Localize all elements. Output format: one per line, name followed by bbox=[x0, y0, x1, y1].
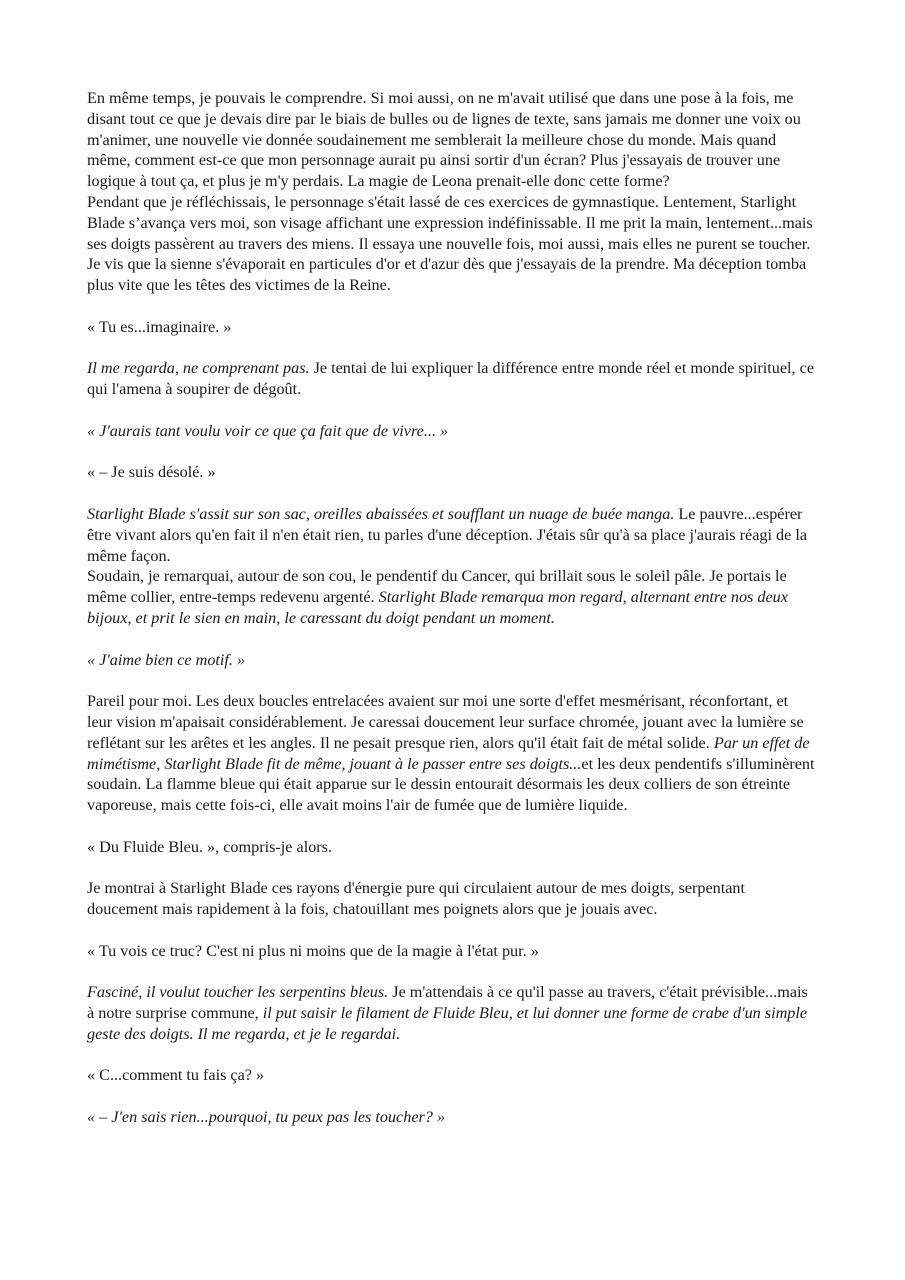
text-segment: Pareil pour moi. Les deux boucles entrelacées avaient sur moi une sorte d'effet mesmérisant, réconfortant, et leur vision m'apaisait considérablement. Je caressai doucement leur surface chromée, jouant avec la lumière se reflétant sur les arêtes et les angles. Il ne pesait presque rien, alors qu'il était fait de métal solide. bbox=[87, 692, 804, 752]
text-segment: « Tu vois ce truc? C'est ni plus ni moins que de la magie à l'état pur. » bbox=[87, 941, 539, 960]
italic-segment: Fasciné, il voulut toucher les serpentins bleus. bbox=[87, 983, 389, 1002]
text-segment: En même temps, je pouvais le comprendre. Si moi aussi, on ne m'avait utilisé que dans une pose à la fois, me disant tout ce que je devais dire par le biais de bulles ou de lignes de texte, sans jamais me donner une voix ou m'animer, une nouvelle vie donnée soudainement me semblerait la meilleure chose du monde. Mais quand même, comment est-ce que mon personnage aurait pu ainsi sortir d'un écran? Plus j'essayais de trouver une logique à tout ça, et plus je m'y perdais. La magie de Leona prenait-elle donc cette forme? bbox=[87, 89, 801, 191]
text-segment: « Du Fluide Bleu. », compris-je alors. bbox=[87, 837, 333, 856]
text-segment: Je m'attendais à ce qu'il passe au travers, c'était prévisible...mais à notre surprise commune, bbox=[87, 983, 808, 1023]
italic-segment: « – J'en sais rien...pourquoi, tu peux pas les toucher? » bbox=[87, 1108, 446, 1127]
italic-segment: « J'aurais tant voulu voir ce que ça fait que de vivre... » bbox=[87, 421, 449, 440]
text-segment: Pendant que je réfléchissais, le personnage s'était lassé de ces exercices de gymnastique. Lentement, Starlight Blade s’avança vers moi, son visage affichant une expression indéfinissable. Il me prit la main, lentement...mais ses doigts passèrent au travers des miens. Il essaya une nouvelle fois, moi aussi, mais elles ne purent se toucher. Je vis que la sienne s'évaporait en particules d'or et d'azur dès que j'essayais de la prendre. Ma déception tomba plus vite que les têtes des victimes de la Reine. bbox=[87, 192, 813, 295]
paragraph-7 bbox=[87, 504, 817, 566]
italic-segment: Starlight Blade s'assit sur son sac, oreilles abaissées et soufflant un nuage de buée manga. bbox=[87, 504, 675, 523]
paragraph-12 bbox=[87, 878, 817, 920]
paragraph-1 bbox=[87, 88, 817, 192]
text-segment: « – Je suis désolé. » bbox=[87, 463, 216, 482]
text-segment: Je tentai de lui expliquer la différence entre monde réel et monde spirituel, ce qui l'amena à soupirer de dégoût. bbox=[87, 359, 814, 399]
text-segment: Le pauvre...espérer être vivant alors qu'en fait il n'en était rien, tu parles d'une déception. J'étais sûr qu'à sa place j'aurais réagi de la même façon. bbox=[87, 504, 808, 565]
paragraph-2 bbox=[87, 192, 817, 296]
paragraph-15 bbox=[87, 1065, 817, 1086]
paragraph-10 bbox=[87, 691, 817, 816]
text-segment: Je montrai à Starlight Blade ces rayons d'énergie pure qui circulaient autour de mes doigts, serpentant doucement mais rapidement à la fois, chatouillant mes poignets alors que je jouais avec. bbox=[87, 879, 746, 919]
paragraph-11 bbox=[87, 837, 817, 858]
paragraph-9 bbox=[87, 650, 817, 671]
italic-segment: Par un effet de mimétisme, Starlight Blade fit de même, jouant à le passer entre ses doigts... bbox=[87, 733, 810, 773]
paragraph-5 bbox=[87, 421, 817, 442]
paragraph-6 bbox=[87, 462, 817, 483]
italic-segment: il put saisir le filament de Fluide Bleu, et lui donner une forme de crabe d'un simple geste des doigts. Il me regarda, et je le regardai. bbox=[87, 1004, 808, 1043]
text-segment: « C...comment tu fais ça? » bbox=[87, 1066, 265, 1085]
paragraph-8 bbox=[87, 566, 817, 628]
document-page bbox=[87, 88, 817, 1128]
text-segment: et les deux pendentifs s'illuminèrent soudain. La flamme bleue qui était apparue sur le dessin entourait désormais les deux colliers de son étreinte vaporeuse, mais cette fois-ci, elle avait moins l'air de fumée que de lumière liquide. bbox=[87, 754, 815, 815]
paragraph-3 bbox=[87, 317, 817, 338]
italic-segment: Starlight Blade remarqua mon regard, alternant entre nos deux bijoux, et prit le sien en main, le caressant du doigt pendant un moment. bbox=[87, 588, 788, 627]
text-segment: Soudain, je remarquai, autour de son cou, le pendentif du Cancer, qui brillait sous le soleil pâle. Je portais le même collier, entre-temps redevenu argenté. bbox=[87, 567, 787, 607]
paragraph-13 bbox=[87, 941, 817, 962]
paragraph-4 bbox=[87, 358, 817, 400]
italic-segment: Il me regarda, ne comprenant pas. bbox=[87, 359, 310, 378]
paragraph-16 bbox=[87, 1107, 817, 1128]
text-segment: « Tu es...imaginaire. » bbox=[87, 317, 232, 336]
italic-segment: « J'aime bien ce motif. » bbox=[87, 650, 246, 669]
paragraph-14 bbox=[87, 982, 817, 1044]
